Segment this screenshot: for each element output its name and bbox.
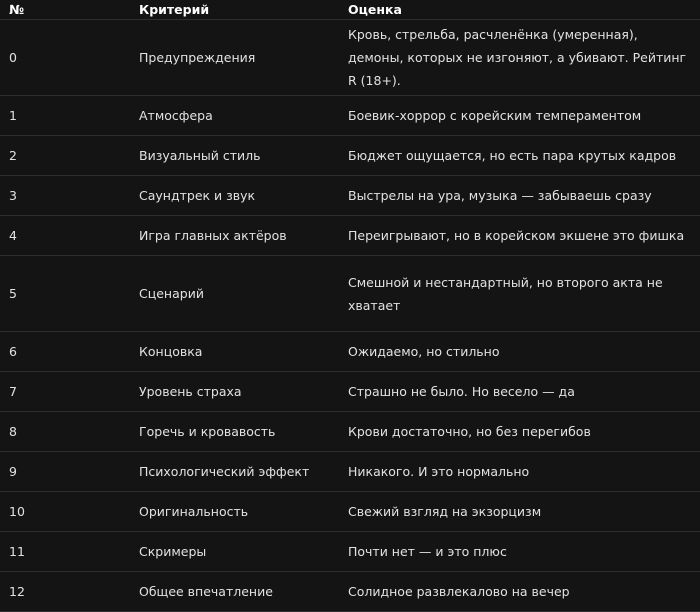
row-criterion: Оригинальность <box>139 492 348 532</box>
row-score: Ожидаемо, но стильно <box>348 332 700 372</box>
row-score: Почти нет — и это плюс <box>348 532 700 572</box>
table-row <box>0 452 700 492</box>
table-body <box>0 20 700 612</box>
row-number: 2 <box>0 136 139 176</box>
table-row <box>0 176 700 216</box>
row-number: 11 <box>0 532 139 572</box>
table-row <box>0 96 700 136</box>
row-number: 3 <box>0 176 139 216</box>
table-row <box>0 216 700 256</box>
row-score: Крови достаточно, но без перегибов <box>348 412 700 452</box>
row-score: Солидное развлекалово на вечер <box>348 572 700 612</box>
row-criterion: Визуальный стиль <box>139 136 348 176</box>
row-number: 8 <box>0 412 139 452</box>
row-number: 9 <box>0 452 139 492</box>
table-row <box>0 412 700 452</box>
row-criterion: Уровень страха <box>139 372 348 412</box>
header-row <box>0 0 700 20</box>
row-criterion: Атмосфера <box>139 96 348 136</box>
table-row <box>0 492 700 532</box>
header-number: № <box>0 0 139 20</box>
table-row <box>0 136 700 176</box>
table-row <box>0 332 700 372</box>
row-number: 0 <box>0 20 139 96</box>
table-header <box>0 0 700 20</box>
table-row <box>0 256 700 332</box>
row-score: Боевик-хоррор с корейским темпераментом <box>348 96 700 136</box>
row-score: Смешной и нестандартный, но второго акта не хватает <box>348 256 700 332</box>
row-number: 5 <box>0 256 139 332</box>
row-criterion: Сценарий <box>139 256 348 332</box>
row-number: 6 <box>0 332 139 372</box>
row-score: Страшно не было. Но весело — да <box>348 372 700 412</box>
row-criterion: Скримеры <box>139 532 348 572</box>
row-number: 12 <box>0 572 139 612</box>
row-criterion: Саундтрек и звук <box>139 176 348 216</box>
row-score: Переигрывают, но в корейском экшене это фишка <box>348 216 700 256</box>
row-score: Выстрелы на ура, музыка — забываешь сразу <box>348 176 700 216</box>
table-row <box>0 572 700 612</box>
row-number: 10 <box>0 492 139 532</box>
row-score: Никакого. И это нормально <box>348 452 700 492</box>
header-score: Оценка <box>348 0 700 20</box>
row-score: Свежий взгляд на экзорцизм <box>348 492 700 532</box>
row-criterion: Предупреждения <box>139 20 348 96</box>
row-criterion: Концовка <box>139 332 348 372</box>
row-criterion: Горечь и кровавость <box>139 412 348 452</box>
row-criterion: Психологический эффект <box>139 452 348 492</box>
row-criterion: Общее впечатление <box>139 572 348 612</box>
row-number: 7 <box>0 372 139 412</box>
row-score: Бюджет ощущается, но есть пара крутых кадров <box>348 136 700 176</box>
row-number: 4 <box>0 216 139 256</box>
table-row <box>0 372 700 412</box>
row-criterion: Игра главных актёров <box>139 216 348 256</box>
row-number: 1 <box>0 96 139 136</box>
table-row <box>0 20 700 96</box>
table-row <box>0 532 700 572</box>
header-criterion: Критерий <box>139 0 348 20</box>
row-score: Кровь, стрельба, расчленёнка (умеренная), демоны, которых не изгоняют, а убивают. Рейтинг R (18+). <box>348 20 700 96</box>
